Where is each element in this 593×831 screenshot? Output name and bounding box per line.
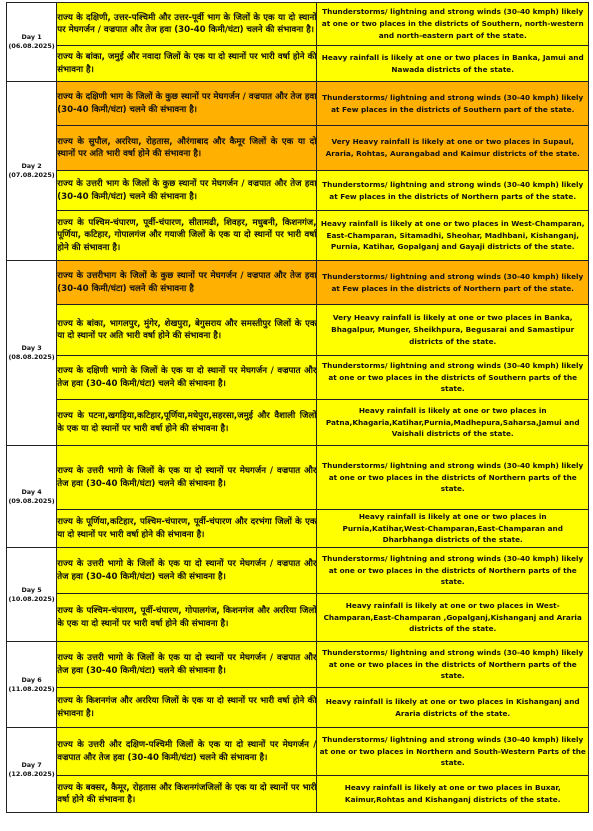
day-date: (08.08.2025) [8, 353, 55, 361]
hindi-warning-text: राज्य के उत्तरी भागो के जिलों के एक या दो स्थानों पर मेघगर्जन / वज्रपात और तेज हवा (30-40 किमी/घंटा) चलने की संभावना है। [57, 446, 317, 510]
warning-row [7, 446, 589, 510]
english-warning-text: Heavy rainfall is likely at one or two places in West-Champaran,East-Champaran ,Gopalganj,Kishanganj and Araria districts of the state. [317, 594, 589, 642]
warning-row [7, 548, 589, 594]
hindi-warning-text: राज्य के पश्चिम-चंपारण, पूर्वी-चंपारण, सीतामढी, शिवहर, मधुबनी, किशनगंज, पूर्णिया, कटिहार, गोपालगंज और गयाजी जिलों के एक या दो स्थानों पर भारी वर्षा होने की संभावना है। [57, 211, 317, 261]
warning-row [7, 261, 589, 305]
warning-row [7, 688, 589, 728]
forecast-document [6, 2, 589, 813]
warning-row [7, 642, 589, 688]
day-label: Day 6 [21, 675, 42, 684]
english-warning-text: Heavy rainfall is likely at one or two places in Buxar, Kaimur,Rohtas and Kishanganj districts of the state. [317, 776, 589, 813]
hindi-warning-text: राज्य के उत्तरी भागो के जिलों के एक या दो स्थानों पर मेघगर्जन / वज्रपात और तेज हवा (30-40 किमी/घंटा) चलने की संभावना है। [57, 548, 317, 594]
hindi-warning-text: राज्य के किशनगंज और अररिया जिलों के एक या दो स्थानों पर भारी वर्षा होने की संभावना है। [57, 688, 317, 728]
warning-row [7, 126, 589, 171]
warning-table-body [7, 3, 589, 813]
warning-row [7, 728, 589, 776]
english-warning-text: Heavy rainfall is likely at one or two places in Purnia,Katihar,West-Champaran,East-Champaran and Dharbhanga districts of the state. [317, 510, 589, 548]
warning-row [7, 211, 589, 261]
warning-row [7, 305, 589, 356]
hindi-warning-text: राज्य के सुपौल, अररिया, रोहतास, औरंगाबाद और कैमूर जिलों के एक या दो स्थानों पर अति भारी वर्षा होने की संभावना है। [57, 126, 317, 171]
day-cell [7, 642, 57, 728]
warning-row [7, 171, 589, 211]
day-date: (07.08.2025) [8, 171, 55, 179]
day-label: Day 3 [21, 344, 42, 352]
day-date: (06.08.2025) [8, 42, 55, 50]
english-warning-text: Thunderstorms/ lightning and strong winds (30-40 kmph) likely at one or two places in the districts of Southern, north-western and north-eastern part of the state. [317, 3, 589, 46]
hindi-warning-text: राज्य के बक्सर, कैमूर, रोहतास और किशनगंजजिलों के एक या दो स्थानों पर भारी वर्षा होने की संभावना है। [57, 776, 317, 813]
day-date: (11.08.2025) [8, 684, 55, 693]
english-warning-text: Thunderstorms/ lightning and strong winds (30-40 kmph) likely at Few places in the districts of Southern part of the state. [317, 82, 589, 126]
english-warning-text: Thunderstorms/ lightning and strong winds (30-40 kmph) likely at one or two places in the districts of Northern parts of the state. [317, 548, 589, 594]
day-label: Day 2 [21, 162, 42, 170]
day-cell [7, 3, 57, 82]
english-warning-text: Thunderstorms/ lightning and strong winds (30-40 kmph) likely at Few places in the districts of Northern part of the state. [317, 261, 589, 305]
day-label: Day 5 [21, 585, 42, 594]
english-warning-text: Thunderstorms/ lightning and strong winds (30-40 kmph) likely at one or two places in Northern and South-Western Parts of the state. [317, 728, 589, 776]
warning-row [7, 400, 589, 446]
warning-row [7, 356, 589, 400]
hindi-warning-text: राज्य के उत्तरी और दक्षिण-पश्चिमी जिलों के एक या दो स्थानों पर मेघगर्जन / वज्रपात और तेज हवा (30-40 किमी/घंटा) चलने की संभावना है। [57, 728, 317, 776]
hindi-warning-text: राज्य के उत्तरी भागो के जिलों के एक या दो स्थानों पर मेघगर्जन / वज्रपात और तेज हवा (30-40 किमी/घंटा) चलने की संभावना है। [57, 642, 317, 688]
hindi-warning-text: राज्य के दक्षिणी, उत्तर-पश्चिमी और उत्तर-पूर्वी भाग के जिलों के एक या दो स्थानों पर मेघगर्जन / वज्रपात और तेज हवा (30-40 किमी/घंटा) चलने की संभावना है। [57, 3, 317, 46]
hindi-warning-text: राज्य के दक्षिणी भागो के जिलों के एक या दो स्थानों पर मेघगर्जन / वज्रपात और तेज हवा (30-40 किमी/घंटा) चलने की संभावना है। [57, 356, 317, 400]
hindi-warning-text: राज्य के उत्तरीभाग के जिलों के कुछ स्थानों पर मेघगर्जन / वज्रपात और तेज हवा (30-40 किमी/घंटा) चलने की संभावना है [57, 261, 317, 305]
english-warning-text: Heavy rainfall is likely at one or two places in West-Champaran, East-Champaran, Sitamadhi, Sheohar, Madhbani, Kishanganj, Purnia, Katihar, Gopalganj and Gayaji districts of the state. [317, 211, 589, 261]
day-date: (10.08.2025) [8, 594, 55, 603]
day-cell [7, 261, 57, 446]
english-warning-text: Very Heavy rainfall is likely at one or two places in Banka, Bhagalpur, Munger, Sheikhpura, Begusarai and Samastipur districts of the state. [317, 305, 589, 356]
hindi-warning-text: राज्य के बांका, जमुई और नवादा जिलों के एक या दो स्थानों पर भारी वर्षा होने की संभावना है। [57, 46, 317, 82]
warning-row [7, 594, 589, 642]
hindi-warning-text: राज्य के पश्चिम-चंपारण, पूर्वी-चंपारण, गोपालगंज, किशनगंज और अररिया जिलों के एक या दो स्थानों पर भारी वर्षा होने की संभावना है। [57, 594, 317, 642]
hindi-warning-text: राज्य के बांका, भागलपुर, मुंगेर, शेखपुरा, बेगुसराय और समस्तीपुर जिलों के एक या दो स्थानों पर अति भारी वर्षा होने की संभावना है। [57, 305, 317, 356]
hindi-warning-text: राज्य के उत्तरी भाग के जिलों के कुछ स्थानों पर मेघगर्जन / वज्रपात और तेज हवा (30-40 किमी/घंटा) चलने की संभावना है। [57, 171, 317, 211]
hindi-warning-text: राज्य के पटना,खगड़िया,कटिहार,पूर्णिया,मधेपुरा,सहरसा,जमुई और वैशाली जिलों के एक या दो स्थानों पर भारी वर्षा होने की संभावना है। [57, 400, 317, 446]
warning-row [7, 82, 589, 126]
day-date: (12.08.2025) [8, 770, 55, 778]
english-warning-text: Thunderstorms/ lightning and strong winds (30-40 kmph) likely at one or two places in the districts of Northern parts of the state. [317, 642, 589, 688]
day-label: Day 1 [21, 33, 42, 41]
day-date: (09.08.2025) [8, 496, 55, 505]
warning-row [7, 510, 589, 548]
day-cell [7, 82, 57, 261]
day-label: Day 7 [21, 761, 42, 769]
day-cell [7, 446, 57, 548]
day-cell [7, 728, 57, 813]
hindi-warning-text: राज्य के दक्षिणी भाग के जिलों के कुछ स्थानों पर मेघगर्जन / वज्रपात और तेज हवा (30-40 किमी/घंटा) चलने की संभावना है। [57, 82, 317, 126]
day-cell [7, 548, 57, 642]
english-warning-text: Heavy rainfall is likely at one or two places in Kishanganj and Araria districts of the state. [317, 688, 589, 728]
day-label: Day 4 [21, 487, 42, 496]
english-warning-text: Thunderstorms/ lightning and strong winds (30-40 kmph) likely at one or two places in the districts of Southern parts of the state. [317, 356, 589, 400]
english-warning-text: Very Heavy rainfall is likely at one or two places in Supaul, Araria, Rohtas, Aurangabad and Kaimur districts of the state. [317, 126, 589, 171]
weather-warning-table [6, 2, 589, 813]
english-warning-text: Thunderstorms/ lightning and strong winds (30-40 kmph) likely at one or two places in the districts of Northern parts of the state. [317, 446, 589, 510]
warning-row [7, 3, 589, 46]
english-warning-text: Heavy rainfall is likely at one or two places in Banka, Jamui and Nawada districts of the state. [317, 46, 589, 82]
english-warning-text: Thunderstorms/ lightning and strong winds (30-40 kmph) likely at Few places in the districts of Northern parts of the state. [317, 171, 589, 211]
warning-row [7, 46, 589, 82]
english-warning-text: Heavy rainfall is likely at one or two places in Patna,Khagaria,Katihar,Purnia,Madhepura,Saharsa,Jamui and Vaishali districts of the state. [317, 400, 589, 446]
warning-row [7, 776, 589, 813]
hindi-warning-text: राज्य के पूर्णिया,कटिहार, पश्चिम-चंपारण, पूर्वी-चंपारण और दरभंगा जिलों के एक या दो स्थानों पर भारी वर्षा होने की संभावना है। [57, 510, 317, 548]
